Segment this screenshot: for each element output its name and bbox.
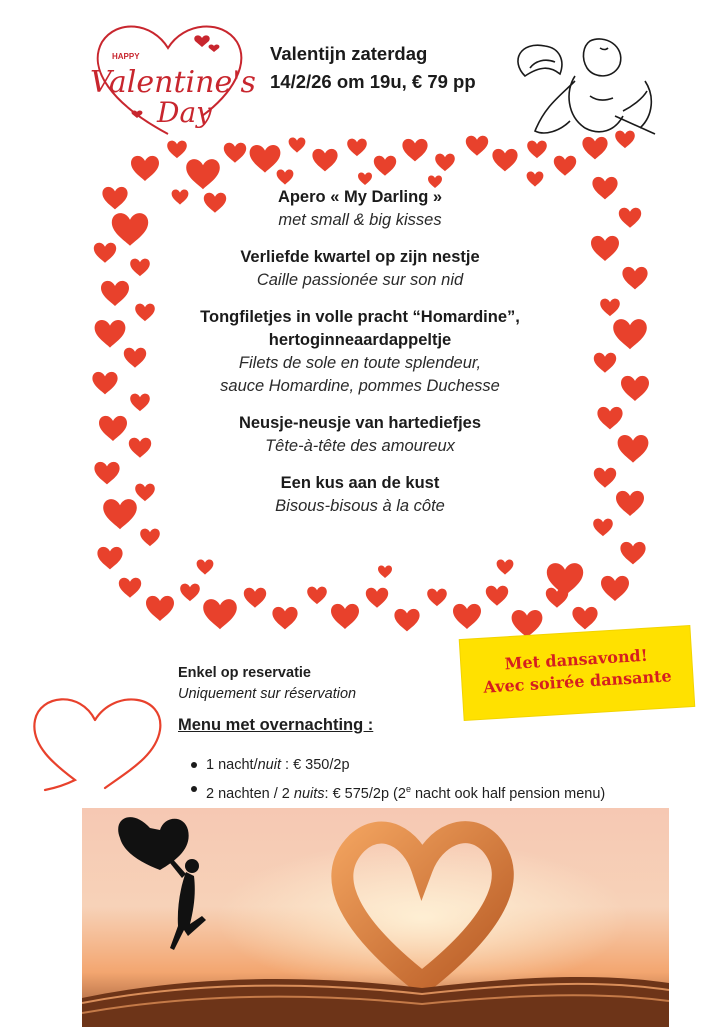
logo-day-text: Day xyxy=(157,96,212,129)
overnight-menu-title: Menu met overnachting : xyxy=(178,716,374,734)
reservation-fr: Uniquement sur réservation xyxy=(178,686,357,702)
course-name-nl: Neusje-neusje van hartediefjes xyxy=(238,414,482,432)
reservation-note xyxy=(178,663,356,705)
banner-line-nl: Met dansavond! xyxy=(504,645,649,674)
banner-line-fr: Avec soirée dansante xyxy=(482,666,673,697)
course-name-fr-line2: sauce Homardine, pommes Duchesse xyxy=(220,377,500,395)
option-text-italic: nuit xyxy=(257,757,281,773)
overnight-option-1 xyxy=(188,753,605,777)
menu-courses xyxy=(150,186,570,532)
course-2 xyxy=(150,246,570,292)
option-text-italic: nuits xyxy=(293,785,325,802)
reservation-nl: Enkel op reservatie xyxy=(178,665,311,681)
event-title: Valentijn zaterdag xyxy=(270,43,428,64)
option-text: 2 nachten / 2 xyxy=(206,785,294,802)
overnight-option-2 xyxy=(188,777,605,806)
course-name-nl: Apero « My Darling » xyxy=(277,188,443,206)
dance-evening-banner xyxy=(460,626,694,720)
event-header xyxy=(270,40,476,96)
course-name-fr: Bisous-bisous à la côte xyxy=(275,497,445,515)
book-heart-photo xyxy=(82,808,669,1027)
option-price: : € 350/2p xyxy=(280,757,350,773)
option-text: nacht ook half pension menu) xyxy=(410,785,606,802)
course-4 xyxy=(150,412,570,458)
course-name-nl: Tongfiletjes in volle pracht “Homardine”, xyxy=(200,308,520,326)
option-text: 1 nacht/ xyxy=(206,757,258,773)
logo-valentines-text: Valentine's xyxy=(90,65,256,100)
course-name-fr: met small & big kisses xyxy=(278,211,442,229)
heart-outline-decoration xyxy=(20,680,175,800)
logo-happy-text: HAPPY xyxy=(112,52,140,61)
option-price: : € 575/2p (2 xyxy=(324,785,406,802)
course-name-fr: Filets de sole en toute splendeur, xyxy=(238,354,482,372)
superscript: e xyxy=(405,784,411,794)
course-1 xyxy=(150,186,570,232)
course-name-fr: Tête-à-tête des amoureux xyxy=(265,437,455,455)
course-name-nl: Verliefde kwartel op zijn nestje xyxy=(240,248,480,266)
course-name-nl: Een kus aan de kust xyxy=(280,474,440,492)
course-name-nl-line2: hertoginneaardappeltje xyxy=(268,331,452,349)
event-date-price: 14/2/26 om 19u, € 79 pp xyxy=(270,71,476,92)
overnight-options xyxy=(188,753,605,806)
course-3 xyxy=(150,306,570,398)
course-name-fr: Caille passionée sur son nid xyxy=(256,271,464,289)
course-5 xyxy=(150,472,570,518)
